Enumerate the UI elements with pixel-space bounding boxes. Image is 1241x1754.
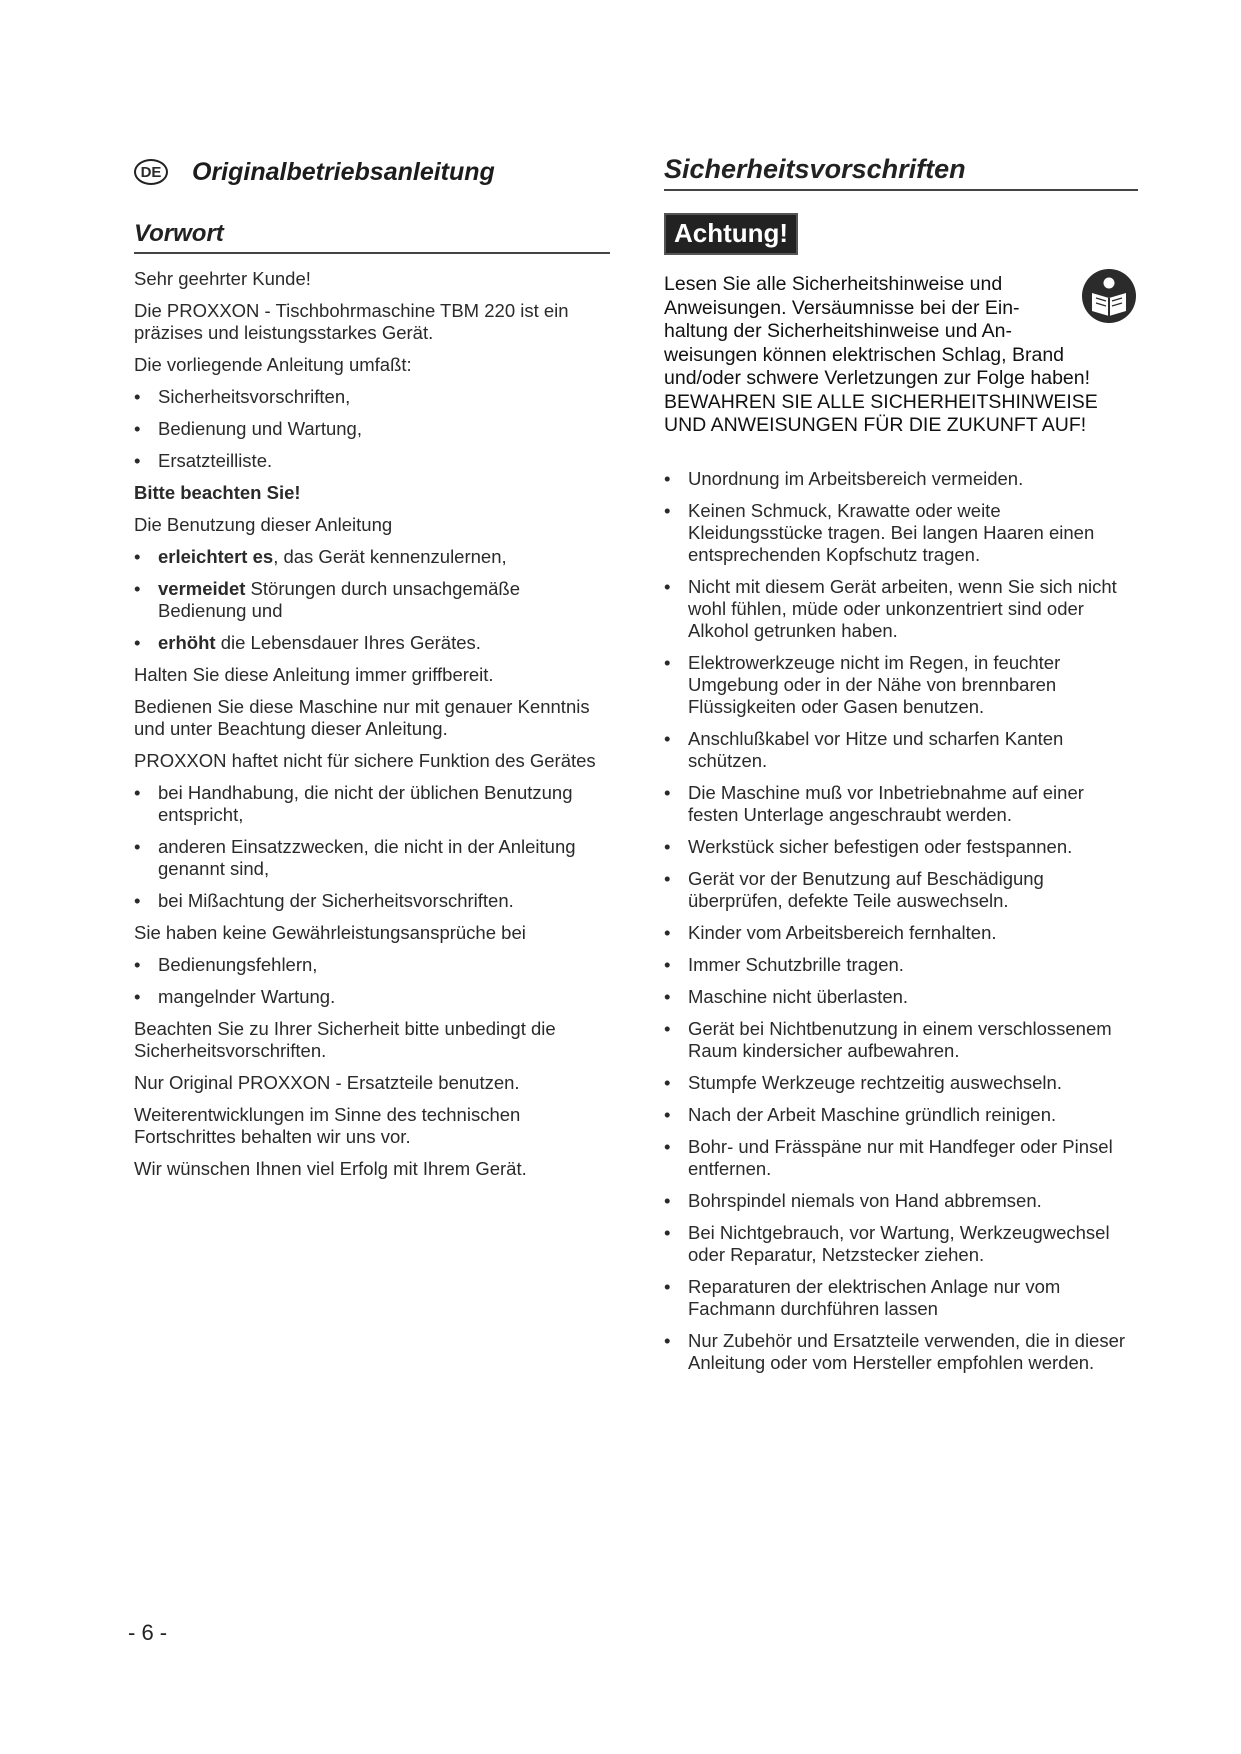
greeting: Sehr geehrter Kunde! — [134, 268, 311, 289]
list-item: • Nach der Arbeit Maschine gründlich reinigen. — [664, 1104, 1138, 1126]
list-item: • Maschine nicht überlasten. — [664, 986, 1138, 1008]
list-item: • Bohr- und Frässpäne nur mit Handfeger oder Pinsel entfernen. — [664, 1136, 1138, 1180]
document-title-row — [134, 150, 610, 194]
list-item: • Unordnung im Arbeitsbereich vermeiden. — [664, 468, 1138, 490]
list-item: • Immer Schutzbrille tragen. — [664, 954, 1138, 976]
list-item: • Bohrspindel niemals von Hand abbremsen. — [664, 1190, 1138, 1212]
safety-note: Beachten Sie zu Ihrer Sicherheit bitte unbedingt die Sicherheitsvorschriften. — [134, 1018, 556, 1061]
usage-list — [134, 546, 610, 654]
warning-line: Lesen Sie alle Sicherheitshinweise und — [664, 273, 1003, 295]
list-item: • Elektrowerkzeuge nicht im Regen, in feuchter Umgebung oder in der Nähe von brennbaren Flüssigkeiten oder Gasen benutzen. — [664, 652, 1138, 718]
list-item: • Ersatzteilliste. — [134, 450, 610, 472]
intro-paragraph: Die PROXXON - Tischbohrmaschine TBM 220 ist ein präzises und leistungsstarkes Gerät. — [134, 300, 569, 343]
foreword-heading: Vorwort — [134, 220, 610, 254]
warning-label: Achtung! — [664, 213, 798, 255]
usage-intro: Die Benutzung dieser Anleitung — [134, 514, 393, 535]
list-item: • Kinder vom Arbeitsbereich fernhalten. — [664, 922, 1138, 944]
safety-heading: Sicherheitsvorschriften — [664, 154, 1138, 191]
note-heading: Bitte beachten Sie! — [134, 482, 301, 503]
list-item: • erleichtert es, das Gerät kennenzulernen, — [134, 546, 610, 568]
closing-paragraph: Wir wünschen Ihnen viel Erfolg mit Ihrem Gerät. — [134, 1158, 527, 1179]
list-item: • bei Mißachtung der Sicherheitsvorschriften. — [134, 890, 610, 912]
contents-intro: Die vorliegende Anleitung umfaßt: — [134, 354, 412, 375]
warning-line: BEWAHREN SIE ALLE SICHERHEITSHINWEISE — [664, 390, 1098, 413]
document-title: Originalbetriebsanleitung — [192, 157, 495, 186]
warning-box — [664, 273, 1138, 438]
list-item: • Stumpfe Werkzeuge rechtzeitig auswechseln. — [664, 1072, 1138, 1094]
list-item: • Sicherheitsvorschriften, — [134, 386, 610, 408]
list-item: • Anschlußkabel vor Hitze und scharfen Kanten schützen. — [664, 728, 1138, 772]
page-number: - 6 - — [128, 1620, 168, 1645]
left-column — [134, 150, 610, 1190]
list-item: • Nicht mit diesem Gerät arbeiten, wenn Sie sich nicht wohl fühlen, müde oder unkonzentriert sind oder Alkohol getrunken haben. — [664, 576, 1138, 642]
list-item: • Die Maschine muß vor Inbetriebnahme auf einer festen Unterlage angeschraubt werden. — [664, 782, 1138, 826]
list-item: • Bei Nichtgebrauch, vor Wartung, Werkzeugwechsel oder Reparatur, Netzstecker ziehen. — [664, 1222, 1138, 1266]
keep-ready-paragraph: Halten Sie diese Anleitung immer griffbereit. — [134, 664, 494, 685]
list-item: • Bedienung und Wartung, — [134, 418, 610, 440]
operate-note: Bedienen Sie diese Maschine nur mit genauer Kenntnis und unter Beachtung dieser Anleitung. — [134, 696, 590, 739]
list-item: • anderen Einsatzzwecken, die nicht in der Anleitung genannt sind, — [134, 836, 610, 880]
list-item: • bei Handhabung, die nicht der üblichen Benutzung entspricht, — [134, 782, 610, 826]
right-column — [664, 150, 1138, 1384]
list-item: • Reparaturen der elektrischen Anlage nur vom Fachmann durchführen lassen — [664, 1276, 1138, 1320]
warranty-intro: Sie haben keine Gewährleistungsansprüche bei — [134, 922, 526, 943]
foreword-body — [134, 268, 610, 1180]
list-item: • vermeidet Störungen durch unsachgemäße Bedienung und — [134, 578, 610, 622]
list-item: • Bedienungsfehlern, — [134, 954, 610, 976]
development-note: Weiterentwicklungen im Sinne des technischen Fortschrittes behalten wir uns vor. — [134, 1104, 521, 1147]
warning-line: und/oder schwere Verletzungen zur Folge haben! — [664, 367, 1091, 389]
contents-list — [134, 386, 610, 472]
warning-line: UND ANWEISUNGEN FÜR DIE ZUKUNFT AUF! — [664, 414, 1087, 436]
list-item: • Gerät vor der Benutzung auf Beschädigung überprüfen, defekte Teile auswechseln. — [664, 868, 1138, 912]
list-item: • Gerät bei Nichtbenutzung in einem verschlossenem Raum kindersicher aufbewahren. — [664, 1018, 1138, 1062]
list-item: • Nur Zubehör und Ersatzteile verwenden, die in dieser Anleitung oder vom Hersteller empfohlen werden. — [664, 1330, 1138, 1374]
liability-list — [134, 782, 610, 912]
parts-note: Nur Original PROXXON - Ersatzteile benutzen. — [134, 1072, 520, 1093]
warning-line: haltung der Sicherheitshinweise und An- — [664, 320, 1012, 342]
warranty-list — [134, 954, 610, 1008]
warning-text — [664, 273, 1138, 438]
liability-intro: PROXXON haftet nicht für sichere Funktion des Gerätes — [134, 750, 596, 771]
language-badge: DE — [134, 159, 168, 185]
read-manual-icon — [1080, 267, 1138, 325]
list-item: • Keinen Schmuck, Krawatte oder weite Kleidungsstücke tragen. Bei langen Haaren einen entsprechenden Kopfschutz tragen. — [664, 500, 1138, 566]
list-item: • mangelnder Wartung. — [134, 986, 610, 1008]
list-item: • erhöht die Lebensdauer Ihres Gerätes. — [134, 632, 610, 654]
warning-line: weisungen können elektrischen Schlag, Brand — [664, 343, 1065, 366]
warning-line: Anweisungen. Versäumnisse bei der Ein- — [664, 296, 1020, 319]
safety-rules-list — [664, 468, 1138, 1374]
list-item: • Werkstück sicher befestigen oder festspannen. — [664, 836, 1138, 858]
